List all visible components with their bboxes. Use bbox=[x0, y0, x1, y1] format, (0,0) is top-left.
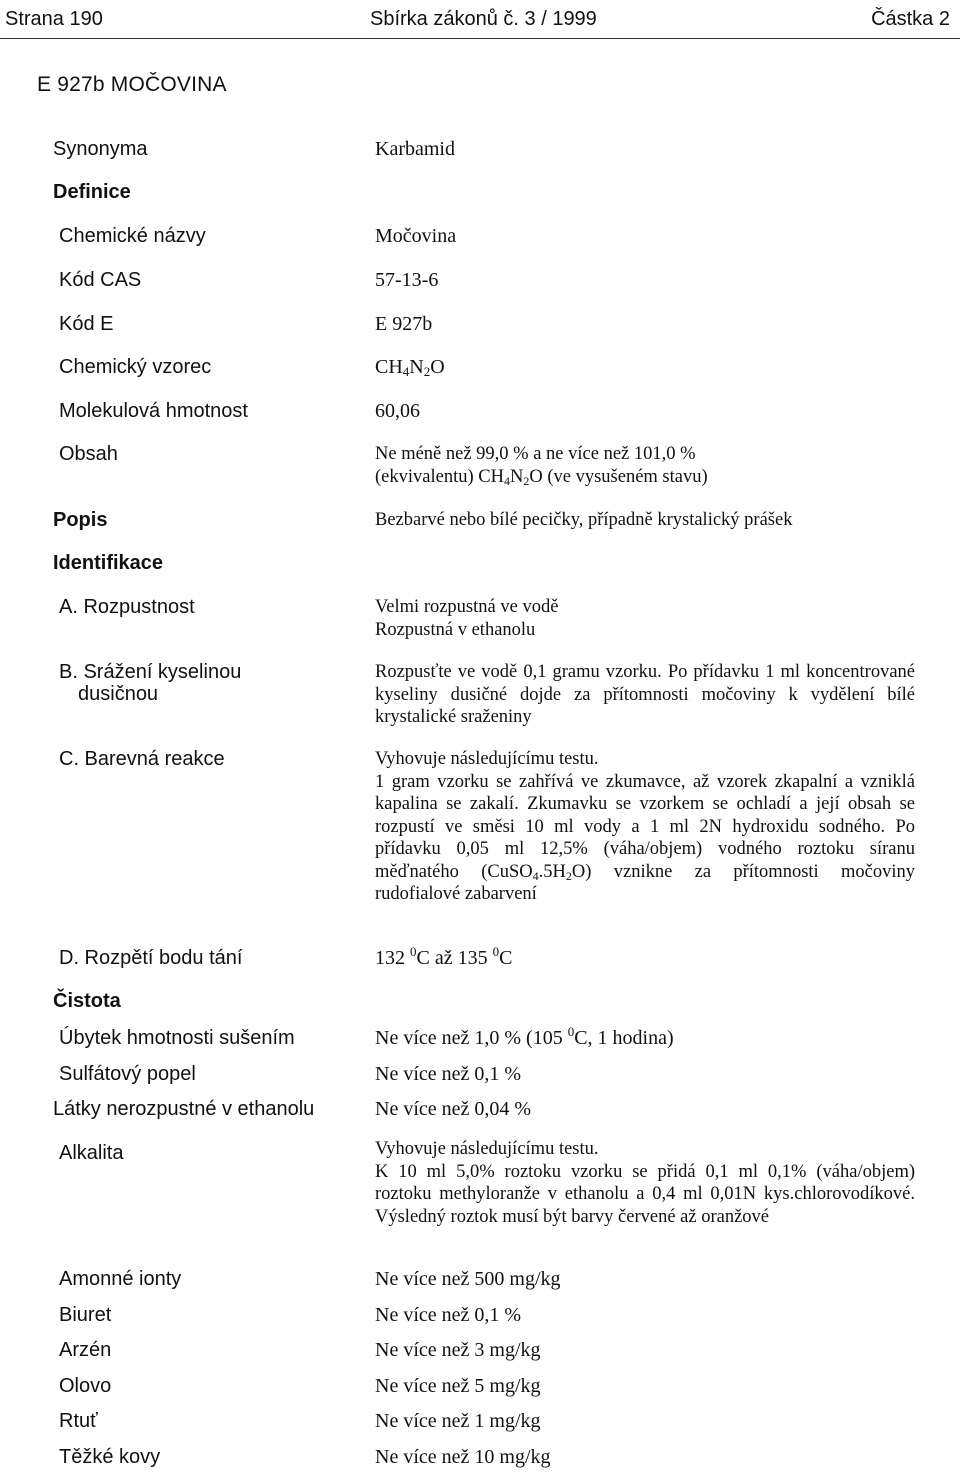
ubytek-label: Úbytek hmotnosti sušením bbox=[59, 1027, 295, 1049]
bod-tani-label: D. Rozpětí bodu tání bbox=[59, 947, 243, 969]
part-number: Částka 2 bbox=[871, 8, 950, 30]
arzen-label: Arzén bbox=[59, 1339, 112, 1361]
kod-e-value: E 927b bbox=[375, 313, 433, 335]
nerozpustne-value: Ne více než 0,04 % bbox=[375, 1098, 532, 1120]
chemicky-vzorec-label: Chemický vzorec bbox=[59, 356, 212, 378]
olovo-label: Olovo bbox=[59, 1375, 112, 1397]
ubytek-value: Ne více než 1,0 % (105 $^0$C, 1 hodina) bbox=[375, 1024, 674, 1049]
collection-reference: Sbírka zákonů č. 3 / 1999 bbox=[370, 8, 597, 30]
synonyma-label: Synonyma bbox=[53, 138, 148, 160]
tezke-kovy-label: Těžké kovy bbox=[59, 1446, 161, 1468]
srazeni-value: Rozpusťte ve vodě 0,1 gramu vzorku. Po přídavku 1 ml koncentrované kyseliny dusičné dojde za přítomnosti močoviny k vydělení bílé krystalické sraženiny bbox=[375, 662, 915, 727]
molekulova-hmotnost-value: 60,06 bbox=[375, 400, 420, 422]
obsah-line1: Ne méně než 99,0 % a ne více než 101,0 % bbox=[375, 444, 696, 464]
arzen-value: Ne více než 3 mg/kg bbox=[375, 1339, 541, 1361]
molekulova-hmotnost-label: Molekulová hmotnost bbox=[59, 400, 248, 422]
page-title: E 927b MOČOVINA bbox=[37, 73, 227, 96]
rtut-label: Rtuť bbox=[59, 1410, 98, 1432]
chemicky-vzorec-value: $CH_4N_2O$ bbox=[375, 356, 445, 379]
alkalita-label: Alkalita bbox=[59, 1142, 124, 1164]
sulfatovy-popel-value: Ne více než 0,1 % bbox=[375, 1063, 522, 1085]
synonyma-value: Karbamid bbox=[375, 138, 455, 160]
biuret-label: Biuret bbox=[59, 1304, 112, 1326]
header-divider bbox=[0, 38, 960, 39]
barevna-reakce-value: Vyhovuje následujícímu testu. 1 gram vzorku se zahřívá ve zkumavce, až vzorek zkapalní a vzniklá kapalina se zakalí. Zkumavku se vzorkem se ochladí a její obsah se rozpustí ve směsi 10 ml vody a 1 ml 2N hydroxidu sodného. Po přídavku 0,05 ml 12,5% (váha/objem) vodného roztoku síranu měďnatého $(CuSO_4.5H_2O)$ vznikne za přítomnosti močoviny rudofialové zabarvení bbox=[375, 749, 915, 904]
srazeni-label: B. Srážení kyselinou dusičnou bbox=[59, 661, 242, 705]
page-header bbox=[0, 8, 960, 32]
obsah-line2: (ekvivalentu) $CH_4N_2O$ (ve vysušeném stavu) bbox=[375, 466, 708, 488]
identifikace-heading: Identifikace bbox=[53, 552, 164, 574]
alkalita-value: Vyhovuje následujícímu testu. K 10 ml 5,0% roztoku vzorku se přidá 0,1 ml 0,1% (váha/objem) roztoku methyloranže v ethanolu a 0,4 ml 0,01N kys.chlorovodíkové. Výsledný roztok musí být barvy červené až oranžové bbox=[375, 1139, 915, 1227]
rtut-value: Ne více než 1 mg/kg bbox=[375, 1410, 541, 1432]
amonne-ionty-label: Amonné ionty bbox=[59, 1268, 182, 1290]
kod-cas-value: 57-13-6 bbox=[375, 269, 439, 291]
page-number: Strana 190 bbox=[5, 8, 103, 30]
kod-cas-label: Kód CAS bbox=[59, 269, 142, 291]
rozpustnost-value: Velmi rozpustná ve vodě Rozpustná v ethanolu bbox=[375, 597, 559, 640]
biuret-value: Ne více než 0,1 % bbox=[375, 1304, 522, 1326]
bod-tani-value: 132 $^0$C až 135 $^0$C bbox=[375, 944, 513, 969]
sulfatovy-popel-label: Sulfátový popel bbox=[59, 1063, 196, 1085]
cistota-heading: Čistota bbox=[53, 990, 121, 1012]
olovo-value: Ne více než 5 mg/kg bbox=[375, 1375, 541, 1397]
obsah-label: Obsah bbox=[59, 443, 118, 465]
tezke-kovy-value: Ne více než 10 mg/kg bbox=[375, 1446, 551, 1468]
obsah-value bbox=[375, 443, 915, 488]
kod-e-label: Kód E bbox=[59, 313, 114, 335]
chemicke-nazvy-value: Močovina bbox=[375, 225, 457, 247]
definice-heading: Definice bbox=[53, 181, 131, 203]
popis-heading: Popis bbox=[53, 509, 108, 531]
popis-value: Bezbarvé nebo bílé pecičky, případně krystalický prášek bbox=[375, 510, 793, 530]
nerozpustne-label: Látky nerozpustné v ethanolu bbox=[53, 1098, 315, 1120]
amonne-ionty-value: Ne více než 500 mg/kg bbox=[375, 1268, 561, 1290]
chemicke-nazvy-label: Chemické názvy bbox=[59, 225, 206, 247]
rozpustnost-label: A. Rozpustnost bbox=[59, 596, 195, 618]
barevna-reakce-label: C. Barevná reakce bbox=[59, 748, 225, 770]
